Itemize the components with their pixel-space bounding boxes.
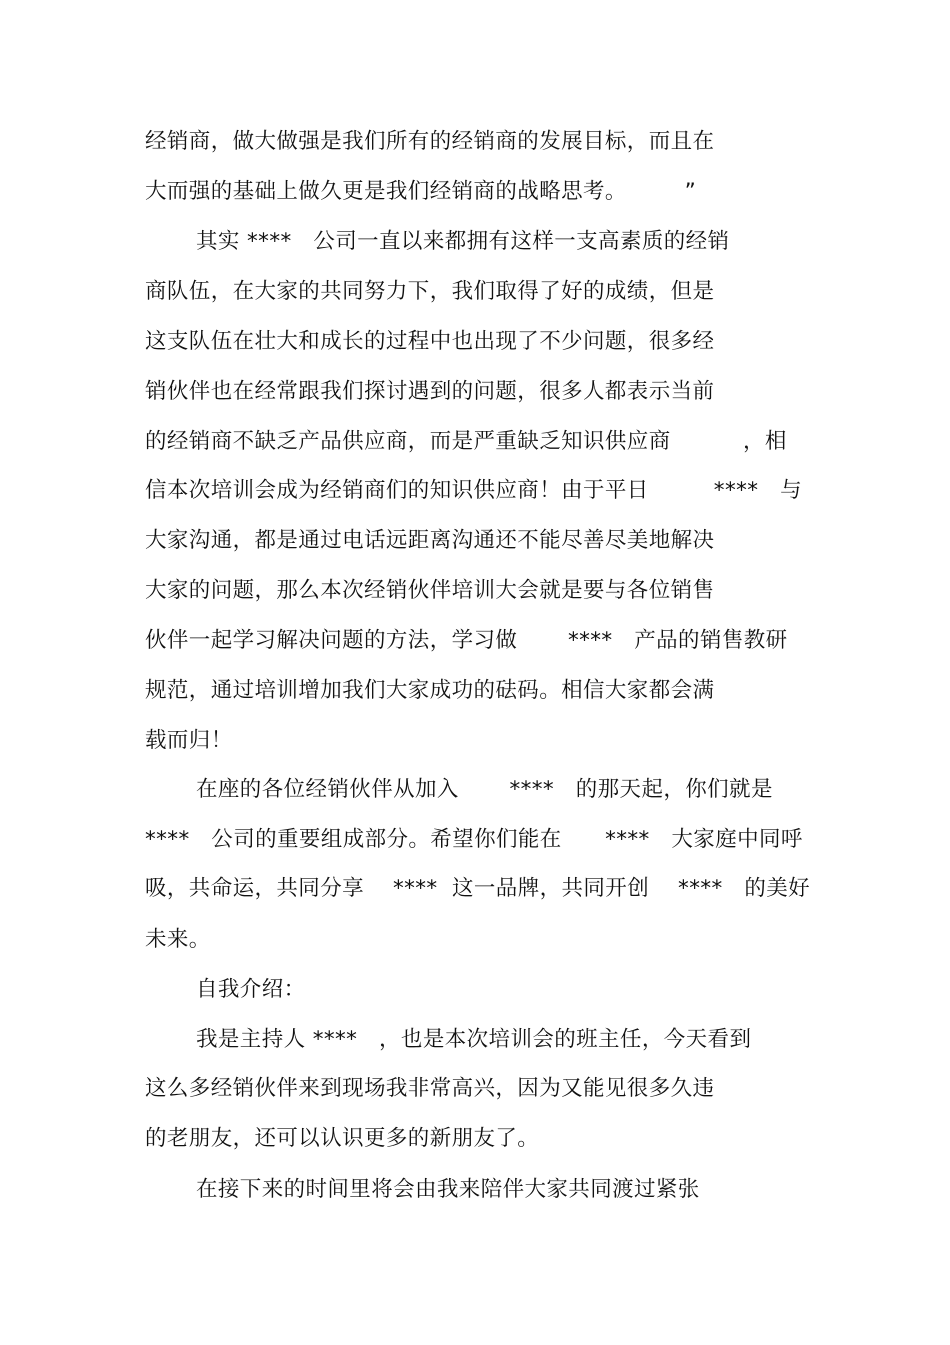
text-line: 这么多经销伙伴来到现场我非常高兴，因为又能见很多久违 xyxy=(145,1076,715,1101)
text-line: 商队伍，在大家的共同努力下，我们取得了好的成绩，但是 xyxy=(145,279,715,304)
text-line: 大家沟通，都是通过电话远距离沟通还不能尽善尽美地解决 xyxy=(145,528,715,553)
text-line: 这支队伍在壮大和成长的过程中也出现了不少问题，很多经 xyxy=(145,329,715,354)
text-line: 大家的问题，那么本次经销伙伴培训大会就是要与各位销售 xyxy=(145,578,715,603)
section-heading: 自我介绍： xyxy=(196,977,306,1002)
text-line: 大而强的基础上做久更是我们经销商的战略思考。 ” xyxy=(145,179,697,204)
text-line: 未来。 xyxy=(145,927,211,952)
text-line: 载而归！ xyxy=(145,728,233,753)
text-line: 的老朋友，还可以认识更多的新朋友了。 xyxy=(145,1126,540,1151)
text-line: 规范，通过培训增加我们大家成功的砝码。相信大家都会满 xyxy=(145,678,715,703)
text-line: **** 公司的重要组成部分。希望你们能在 **** 大家庭中同呼 xyxy=(145,827,803,852)
paragraph-first-line: 其实 **** 公司一直以来都拥有这样一支高素质的经销 xyxy=(196,229,730,254)
text-line: 吸，共命运，共同分享 **** 这一品牌，共同开创 **** 的美好 xyxy=(145,876,811,901)
text-line: 信本次培训会成为经销商们的知识供应商！由于平日 **** 与 xyxy=(145,478,803,503)
text-line: 的经销商不缺乏产品供应商，而是严重缺乏知识供应商 ，相 xyxy=(145,429,787,454)
text-line: 销伙伴也在经常跟我们探讨遇到的问题，很多人都表示当前 xyxy=(145,379,715,404)
paragraph-first-line: 在座的各位经销伙伴从加入 **** 的那天起，你们就是 xyxy=(196,777,773,802)
paragraph-first-line: 我是主持人 **** ，也是本次培训会的班主任，今天看到 xyxy=(196,1027,752,1052)
text-line: 经销商，做大做强是我们所有的经销商的发展目标，而且在 xyxy=(145,129,715,154)
paragraph-first-line: 在接下来的时间里将会由我来陪伴大家共同渡过紧张 xyxy=(196,1177,700,1202)
text-line: 伙伴一起学习解决问题的方法，学习做 **** 产品的销售教研 xyxy=(145,628,788,653)
